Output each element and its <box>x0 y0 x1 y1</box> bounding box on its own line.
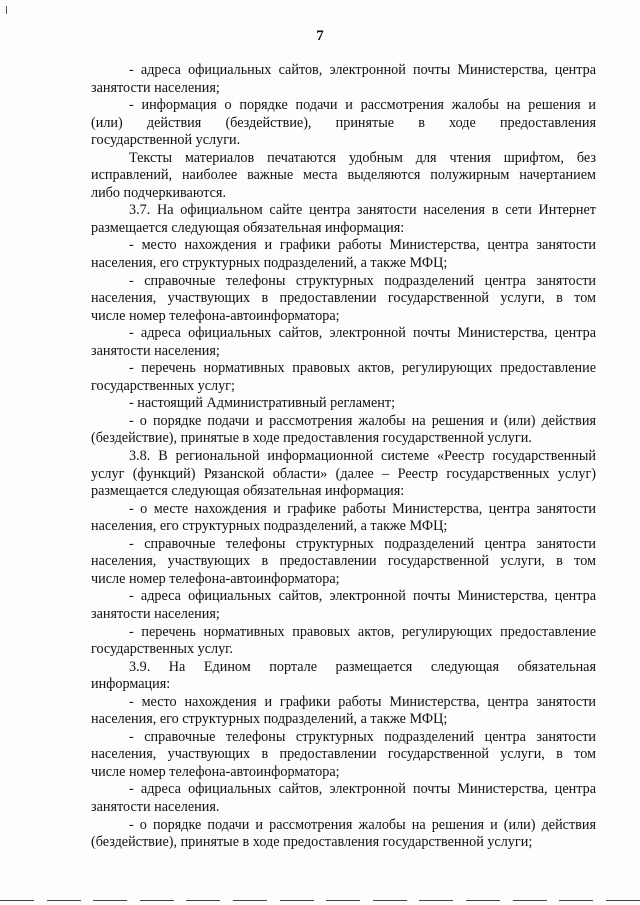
footer-dash <box>140 900 174 901</box>
footer-dash <box>419 900 453 901</box>
text-line: населения, его структурных подразделений, а также МФЦ; <box>91 518 448 535</box>
text-line: государственных услуг; <box>91 377 235 394</box>
text-line: - место нахождения и графики работы Министерства, центра занятости <box>129 237 596 254</box>
text-line: населения, участвующих в предоставлении государственной услуги, в том <box>91 746 596 763</box>
text-line: - адреса официальных сайтов, электронной почты Министерства, центра <box>129 62 596 78</box>
document-body <box>91 62 596 852</box>
footer-dash <box>93 900 127 901</box>
scan-tick-mark <box>6 6 7 14</box>
text-line: исправлений, наиболее важные места выделяются полужирным начертанием <box>91 167 596 184</box>
text-line: числе номер телефона-автоинформатора; <box>91 763 340 780</box>
text-line: (бездействие), принятые в ходе предоставления государственной услуги. <box>91 430 532 447</box>
footer-dash-rule <box>0 900 640 901</box>
text-line: - о порядке подачи и рассмотрения жалобы на решения и (или) действия <box>129 816 596 833</box>
text-line: занятости населения; <box>91 605 220 622</box>
text-line: размещается следующая обязательная информация: <box>91 219 405 236</box>
text-line: государственной услуги. <box>91 132 241 149</box>
footer-dash <box>373 900 407 901</box>
footer-dash <box>559 900 593 901</box>
text-line: населения, участвующих в предоставлении государственной услуги, в том <box>91 290 596 307</box>
footer-dash <box>466 900 500 901</box>
footer-dash <box>513 900 547 901</box>
text-line: 3.8. В региональной информационной системе «Реестр государственный <box>129 448 596 465</box>
text-line: - о месте нахождения и графике работы Министерства, центра занятости <box>129 500 596 517</box>
text-line: - справочные телефоны структурных подразделений центра занятости <box>129 535 596 552</box>
text-line: - справочные телефоны структурных подразделений центра занятости <box>129 728 596 745</box>
text-line: - справочные телефоны структурных подразделений центра занятости <box>129 272 596 289</box>
text-line: - адреса официальных сайтов, электронной почты Министерства, центра <box>129 325 596 342</box>
footer-dash <box>326 900 360 901</box>
text-line: Тексты материалов печатаются удобным для чтения шрифтом, без <box>129 149 596 166</box>
text-line: занятости населения. <box>91 798 220 815</box>
text-line: услуг (функций) Рязанской области» (далее – Реестр государственных услуг) <box>91 465 596 482</box>
footer-dash <box>47 900 81 901</box>
text-line: - настоящий Административный регламент; <box>129 395 396 412</box>
footer-dash <box>606 900 640 901</box>
text-line: населения, его структурных подразделений, а также МФЦ; <box>91 255 448 272</box>
page-number: 7 <box>316 28 324 44</box>
text-line: информация: <box>91 676 171 693</box>
text-line: - место нахождения и графики работы Министерства, центра занятости <box>129 693 596 710</box>
text-line: 3.7. На официальном сайте центра занятости населения в сети Интернет <box>129 202 596 219</box>
text-line: (бездействие), принятые в ходе предоставления государственной услуги; <box>91 834 533 851</box>
text-line: размещается следующая обязательная информация: <box>91 483 405 500</box>
text-line: - перечень нормативных правовых актов, регулирующих предоставление <box>129 623 596 640</box>
footer-dash <box>186 900 220 901</box>
text-line: населения, участвующих в предоставлении государственной услуги, в том <box>91 553 596 570</box>
footer-dash <box>280 900 314 901</box>
text-line: занятости населения; <box>91 342 220 359</box>
text-line: населения, его структурных подразделений, а также МФЦ; <box>91 711 448 728</box>
text-line: занятости населения; <box>91 79 220 96</box>
footer-dash <box>233 900 267 901</box>
text-line: числе номер телефона-автоинформатора; <box>91 307 340 324</box>
text-line: либо подчеркиваются. <box>91 184 227 201</box>
text-line: - информация о порядке подачи и рассмотрения жалобы на решения и <box>129 97 596 114</box>
text-line: числе номер телефона-автоинформатора; <box>91 570 340 587</box>
footer-dash <box>0 900 34 901</box>
text-line: - о порядке подачи и рассмотрения жалобы на решения и (или) действия <box>129 412 596 429</box>
text-line: (или) действия (бездействие), принятые в ходе предоставления <box>91 114 596 131</box>
text-line: 3.9. На Едином портале размещается следующая обязательная <box>129 658 596 675</box>
text-line: - адреса официальных сайтов, электронной почты Министерства, центра <box>129 588 596 605</box>
text-line: государственных услуг. <box>91 641 233 658</box>
text-line: - перечень нормативных правовых актов, регулирующих предоставление <box>129 360 596 377</box>
text-line: - адреса официальных сайтов, электронной почты Министерства, центра <box>129 781 596 798</box>
